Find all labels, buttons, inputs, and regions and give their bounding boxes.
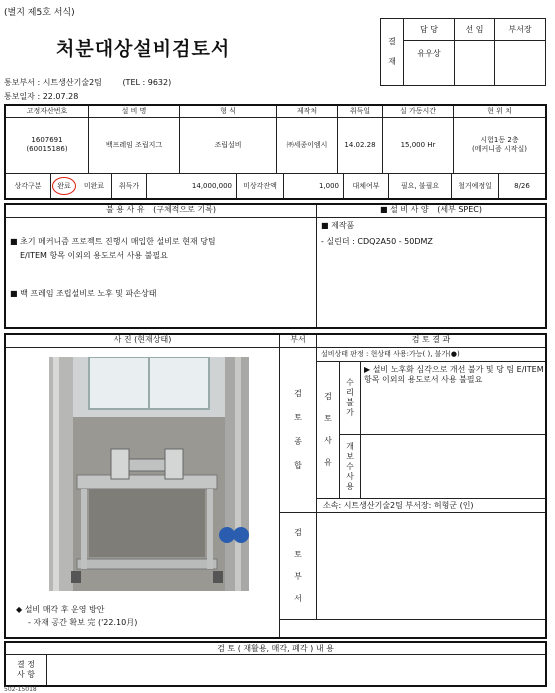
review-dept-label: 검 토 부 서 <box>280 513 317 620</box>
page-title: 처분대상설비검토서 <box>56 38 231 60</box>
acquisition-price: 14,000,000 <box>147 174 237 198</box>
spec-item-2: - 실린더 : CDQ2A50 - 50DMZ <box>321 237 433 246</box>
asset-no: 1607691 (60015186) <box>5 117 89 173</box>
status-row <box>5 173 546 199</box>
col-header-maker: 제작처 <box>277 105 338 117</box>
spec-item-1: ■ 제작품 <box>321 221 355 230</box>
depreciation-done: 완료 <box>51 174 77 198</box>
residual-label: 미상각잔액 <box>237 174 284 198</box>
notify-date-line: 통보일자 : 22.07.28 <box>4 92 79 101</box>
location: 시험1동 2층 (메커니즘 시작실) <box>454 117 547 173</box>
review-dept-bottom <box>317 619 545 637</box>
approval-side-label: 결 재 <box>381 19 404 86</box>
divider <box>361 434 545 435</box>
spec-panel <box>317 205 545 327</box>
approval-empty-2 <box>495 41 546 86</box>
disposal-reason-header: 불 용 사 유 (구체적으로 기록) <box>6 205 316 218</box>
operating-hours: 15,000 Hr <box>383 117 454 173</box>
col-header-hours: 실 가동시간 <box>383 105 454 117</box>
approval-header-manager: 부서장 <box>495 19 546 41</box>
col-header-location: 현 위 치 <box>454 105 547 117</box>
col-header-acquired: 취득일 <box>338 105 383 117</box>
spec-header: ■ 설 비 사 양 (세부 SPEC) <box>317 205 545 218</box>
equipment-type: 조립설비 <box>180 117 277 173</box>
reason-line-2: E/ITEM 항목 이외의 용도로서 사용 불필요 <box>20 251 168 260</box>
reuse-value: 필요, 불필요 <box>389 174 452 198</box>
photo-header: 사 진 (현재상태) <box>6 335 279 348</box>
depreciation-not-done: 미완료 <box>77 174 112 198</box>
removal-label: 철거예정일 <box>452 174 499 198</box>
form-code: 502-15018 <box>4 686 37 693</box>
equipment-photo <box>49 357 249 591</box>
asset-table <box>4 104 547 200</box>
residual-value: 1,000 <box>284 174 344 198</box>
operation-plan-note: ◆ 설비 매각 후 운영 방안 <box>16 605 105 614</box>
col-header-type: 형 식 <box>180 105 277 117</box>
selection-circle <box>52 177 76 195</box>
reason-line-1: ■ 초기 메커니즘 프로젝트 진행시 매입한 설비로 현재 당팀 <box>10 237 216 246</box>
approval-empty-1 <box>454 41 494 86</box>
decision-section <box>4 641 547 687</box>
maker: ㈜세종이엠시 <box>277 117 338 173</box>
reason-spec-section <box>4 203 547 329</box>
decision-label: 결 정 사 항 <box>6 655 47 685</box>
acquisition-price-label: 취득가 <box>112 174 147 198</box>
equipment-status-line: 설비상태 판정 : 현상태 사용:가능( ), 불가(●) <box>317 348 545 362</box>
review-reason-label: 검 토 사 유 <box>317 362 340 499</box>
repair-reuse-label: 개 보 수 사 용 <box>340 435 361 499</box>
approval-box <box>380 18 546 86</box>
reason-line-3: ■ 백 프레임 조립설비로 노후 및 파손상태 <box>10 289 157 298</box>
decision-header: 검 토 ( 재활용, 매각, 폐각 ) 내 용 <box>6 643 545 655</box>
notify-dept-line: 통보부서 : 시트생산기술2팀 (TEL : 9632) <box>4 78 172 87</box>
review-dept-area <box>317 513 545 620</box>
approval-header-senior: 선 임 <box>454 19 494 41</box>
photo-panel <box>6 335 280 637</box>
review-summary-label: 검 토 종 합 <box>280 348 317 513</box>
depreciation-label: 상각구분 <box>6 174 51 198</box>
reuse-label: 대체여부 <box>344 174 389 198</box>
acquired-date: 14.02.28 <box>338 117 383 173</box>
remarks-header: 부서 <box>280 335 317 348</box>
photo-review-section <box>4 333 547 639</box>
affiliation-line: 소속: 시트생산기술2팀 부서장: 허형군 (인) <box>317 499 545 513</box>
col-header-equipment: 설 비 명 <box>89 105 180 117</box>
removal-date: 8/26 <box>514 181 530 190</box>
not-repairable-text: ▶ 설비 노후화 심각으로 개선 불가 및 당 팀 E/ITEM 항목 이외의 용도로서 사용 불필요 <box>364 365 544 384</box>
disposal-reason-panel <box>6 205 317 327</box>
approval-signer: 유우상 <box>404 41 455 86</box>
approval-header-staff: 담 당 <box>404 19 455 41</box>
space-secured-note: - 자재 공간 확보 完 ('22.10月) <box>28 618 138 627</box>
equipment-name: 백프레임 조립지그 <box>89 117 180 173</box>
review-result-header: 검 토 결 과 <box>317 335 545 348</box>
not-repairable-label: 수 리 불 가 <box>340 362 361 435</box>
col-header-asset-no: 고정자산번호 <box>5 105 89 117</box>
form-number: (별지 제5호 서식) <box>4 8 75 18</box>
